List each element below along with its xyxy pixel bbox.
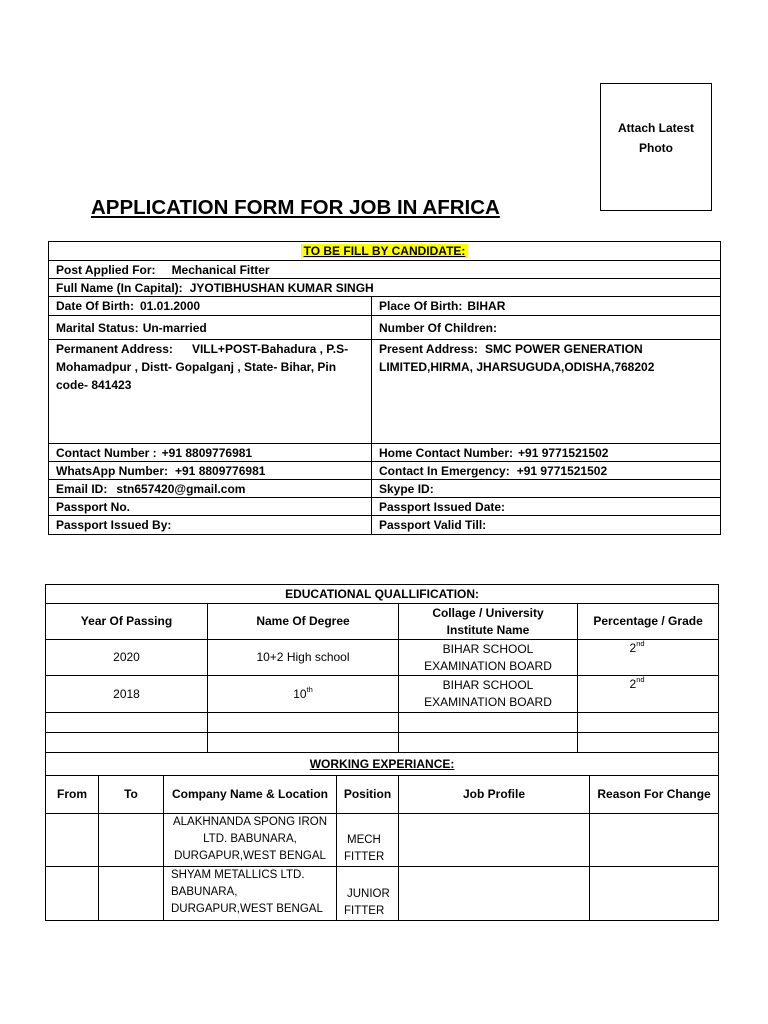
education-grade <box>578 640 719 676</box>
education-year: 2018 <box>46 676 208 713</box>
home-contact-number-value: +91 9771521502 <box>518 445 609 460</box>
marital-status-value: Un-married <box>142 320 207 335</box>
institute-header-line1: Collage / University <box>432 605 544 620</box>
present-address-cell <box>372 340 721 444</box>
empty-cell <box>208 733 399 753</box>
marital-status-cell <box>49 316 372 340</box>
job-profile-header: Job Profile <box>399 776 590 814</box>
skype-label: Skype ID: <box>379 481 434 496</box>
permanent-address-line <box>56 340 367 358</box>
passport-issued-by-cell <box>49 516 372 535</box>
photo-box-label-line1: Attach Latest <box>617 121 694 135</box>
post-applied-cell <box>49 261 721 279</box>
education-heading: EDUCATIONAL QUALLIFICATION: <box>46 585 719 604</box>
work-company-line3: DURGAPUR,WEST BENGAL <box>174 850 326 862</box>
work-reason <box>590 867 719 921</box>
education-institute-line1: BIHAR SCHOOL <box>442 641 534 656</box>
post-applied-value: Mechanical Fitter <box>171 262 270 277</box>
home-contact-number-label: Home Contact Number: <box>379 445 514 460</box>
passport-no-cell <box>49 498 372 516</box>
work-position-line1: MECH <box>347 834 381 846</box>
empty-cell <box>578 713 719 733</box>
whatsapp-number-cell <box>49 462 372 480</box>
permanent-address-cell <box>49 340 372 444</box>
full-name-cell <box>49 279 721 297</box>
passport-no-label: Passport No. <box>56 499 131 514</box>
education-degree-suffix: th <box>306 684 313 694</box>
education-institute <box>399 640 578 676</box>
full-name-row <box>49 279 721 297</box>
whatsapp-number-value: +91 8809776981 <box>175 463 266 478</box>
permanent-address-value-line1: VILL+POST-Bahadura , P.S- <box>191 342 349 356</box>
from-header: From <box>46 776 99 814</box>
passport-issued-by-label: Passport Issued By: <box>56 518 172 532</box>
work-position <box>337 814 399 867</box>
education-header-row <box>46 604 719 640</box>
name-of-degree-header: Name Of Degree <box>208 604 399 640</box>
email-value: stn657420@gmail.com <box>116 481 246 496</box>
form-title: APPLICATION FORM FOR JOB IN AFRICA <box>91 196 500 219</box>
empty-cell <box>399 733 578 753</box>
education-degree-value: 10 <box>293 686 307 701</box>
emergency-contact-value: +91 9771521502 <box>516 463 608 478</box>
contact-number-cell <box>49 444 372 462</box>
education-grade <box>578 676 719 713</box>
year-of-passing-header: Year Of Passing <box>46 604 208 640</box>
empty-cell <box>399 713 578 733</box>
work-position-line1: JUNIOR <box>347 888 390 900</box>
birth-row <box>49 297 721 316</box>
date-of-birth-cell <box>49 297 372 316</box>
reason-for-change-header: Reason For Change <box>590 776 719 814</box>
work-from <box>46 867 99 921</box>
education-institute-line2: EXAMINATION BOARD <box>424 695 552 709</box>
education-institute-line1: BIHAR SCHOOL <box>442 678 534 692</box>
work-from <box>46 814 99 867</box>
work-reason <box>590 814 719 867</box>
place-of-birth-label: Place Of Birth: <box>379 299 463 313</box>
marital-row <box>49 316 721 340</box>
percentage-grade-header: Percentage / Grade <box>578 604 719 640</box>
education-grade-value: 2 <box>629 641 637 655</box>
post-applied-label: Post Applied For: <box>56 262 156 277</box>
work-position-line2: FITTER <box>344 905 385 917</box>
emergency-contact-label: Contact In Emergency: <box>379 463 510 478</box>
education-year: 2020 <box>46 640 208 676</box>
work-row <box>46 814 719 867</box>
education-grade-suffix: nd <box>636 639 645 648</box>
whatsapp-row <box>49 462 721 480</box>
contact-row <box>49 444 721 462</box>
work-to <box>99 867 164 921</box>
place-of-birth-value: BIHAR <box>467 299 506 313</box>
empty-cell <box>46 733 208 753</box>
full-name-value: JYOTIBHUSHAN KUMAR SINGH <box>189 280 374 295</box>
photo-placeholder-box <box>600 83 712 211</box>
contact-number-label: Contact Number : <box>56 445 157 460</box>
emergency-contact-cell <box>372 462 721 480</box>
date-of-birth-value: 01.01.2000 <box>140 299 201 313</box>
education-institute-line2: EXAMINATION BOARD <box>424 658 552 673</box>
education-row <box>46 676 719 713</box>
whatsapp-number-label: WhatsApp Number: <box>56 463 168 478</box>
passport-valid-till-cell <box>372 516 721 535</box>
education-degree: 10+2 High school <box>208 640 399 676</box>
work-company <box>164 814 337 867</box>
number-of-children-cell <box>372 316 721 340</box>
candidate-heading-row <box>49 242 721 261</box>
empty-cell <box>578 733 719 753</box>
education-work-table <box>45 584 719 921</box>
work-company-line3: DURGAPUR,WEST BENGAL <box>171 903 323 915</box>
passport-issued-date-label: Passport Issued Date: <box>379 499 506 514</box>
work-company-line1: ALAKHNANDA SPONG IRON <box>172 816 327 828</box>
marital-status-label: Marital Status: <box>56 320 139 335</box>
education-grade-suffix: nd <box>636 675 645 684</box>
full-name-label: Full Name (In Capital): <box>56 280 183 295</box>
present-address-line <box>379 340 716 358</box>
present-address-label: Present Address: <box>379 342 478 356</box>
education-empty-row <box>46 713 719 733</box>
contact-number-value: +91 8809776981 <box>161 445 253 460</box>
position-header: Position <box>337 776 399 814</box>
date-of-birth-label: Date Of Birth: <box>56 299 134 313</box>
empty-cell <box>46 713 208 733</box>
work-to <box>99 814 164 867</box>
company-header: Company Name & Location <box>164 776 337 814</box>
education-grade-value: 2 <box>629 677 637 691</box>
passport-row <box>49 498 721 516</box>
institute-header-line2: Institute Name <box>446 622 530 637</box>
education-empty-row <box>46 733 719 753</box>
education-row <box>46 640 719 676</box>
empty-cell <box>208 713 399 733</box>
email-label: Email ID: <box>56 481 108 496</box>
photo-box-label-line2: Photo <box>639 141 673 155</box>
work-job-profile <box>399 814 590 867</box>
work-experience-heading-cell <box>46 753 719 776</box>
number-of-children-label: Number Of Children: <box>379 320 498 335</box>
education-degree <box>208 676 399 713</box>
candidate-heading: TO BE FILL BY CANDIDATE: <box>301 244 469 258</box>
passport-issue-row <box>49 516 721 535</box>
passport-valid-till-label: Passport Valid Till: <box>379 518 487 532</box>
work-experience-heading: WORKING EXPERIANCE: <box>309 756 455 771</box>
candidate-heading-cell <box>49 242 721 261</box>
work-job-profile <box>399 867 590 921</box>
work-row <box>46 867 719 921</box>
permanent-address-value-line3: code- 841423 <box>56 378 132 392</box>
work-heading-row <box>46 753 719 776</box>
work-company-line2: LTD. BABUNARA, <box>203 833 297 845</box>
skype-cell <box>372 480 721 498</box>
work-position-line2: FITTER <box>344 851 385 863</box>
work-header-row <box>46 776 719 814</box>
to-header: To <box>99 776 164 814</box>
work-company <box>164 867 337 921</box>
work-company-line2: BABUNARA, <box>171 886 238 898</box>
email-cell <box>49 480 372 498</box>
candidate-details-table <box>48 241 721 535</box>
address-row <box>49 340 721 444</box>
post-applied-row <box>49 261 721 279</box>
passport-issued-date-cell <box>372 498 721 516</box>
home-contact-number-cell <box>372 444 721 462</box>
permanent-address-label: Permanent Address: <box>56 342 173 356</box>
email-row <box>49 480 721 498</box>
present-address-value-line2: LIMITED,HIRMA, JHARSUGUDA,ODISHA,768202 <box>379 360 655 374</box>
place-of-birth-cell <box>372 297 721 316</box>
work-position <box>337 867 399 921</box>
institute-name-header <box>399 604 578 640</box>
permanent-address-value-line2: Mohamadpur , Distt- Gopalganj , State- Bihar, Pin <box>56 360 337 374</box>
work-company-line1: SHYAM METALLICS LTD. <box>171 869 305 881</box>
education-institute <box>399 676 578 713</box>
education-heading-row <box>46 585 719 604</box>
present-address-value-line1: SMC POWER GENERATION <box>484 342 643 356</box>
